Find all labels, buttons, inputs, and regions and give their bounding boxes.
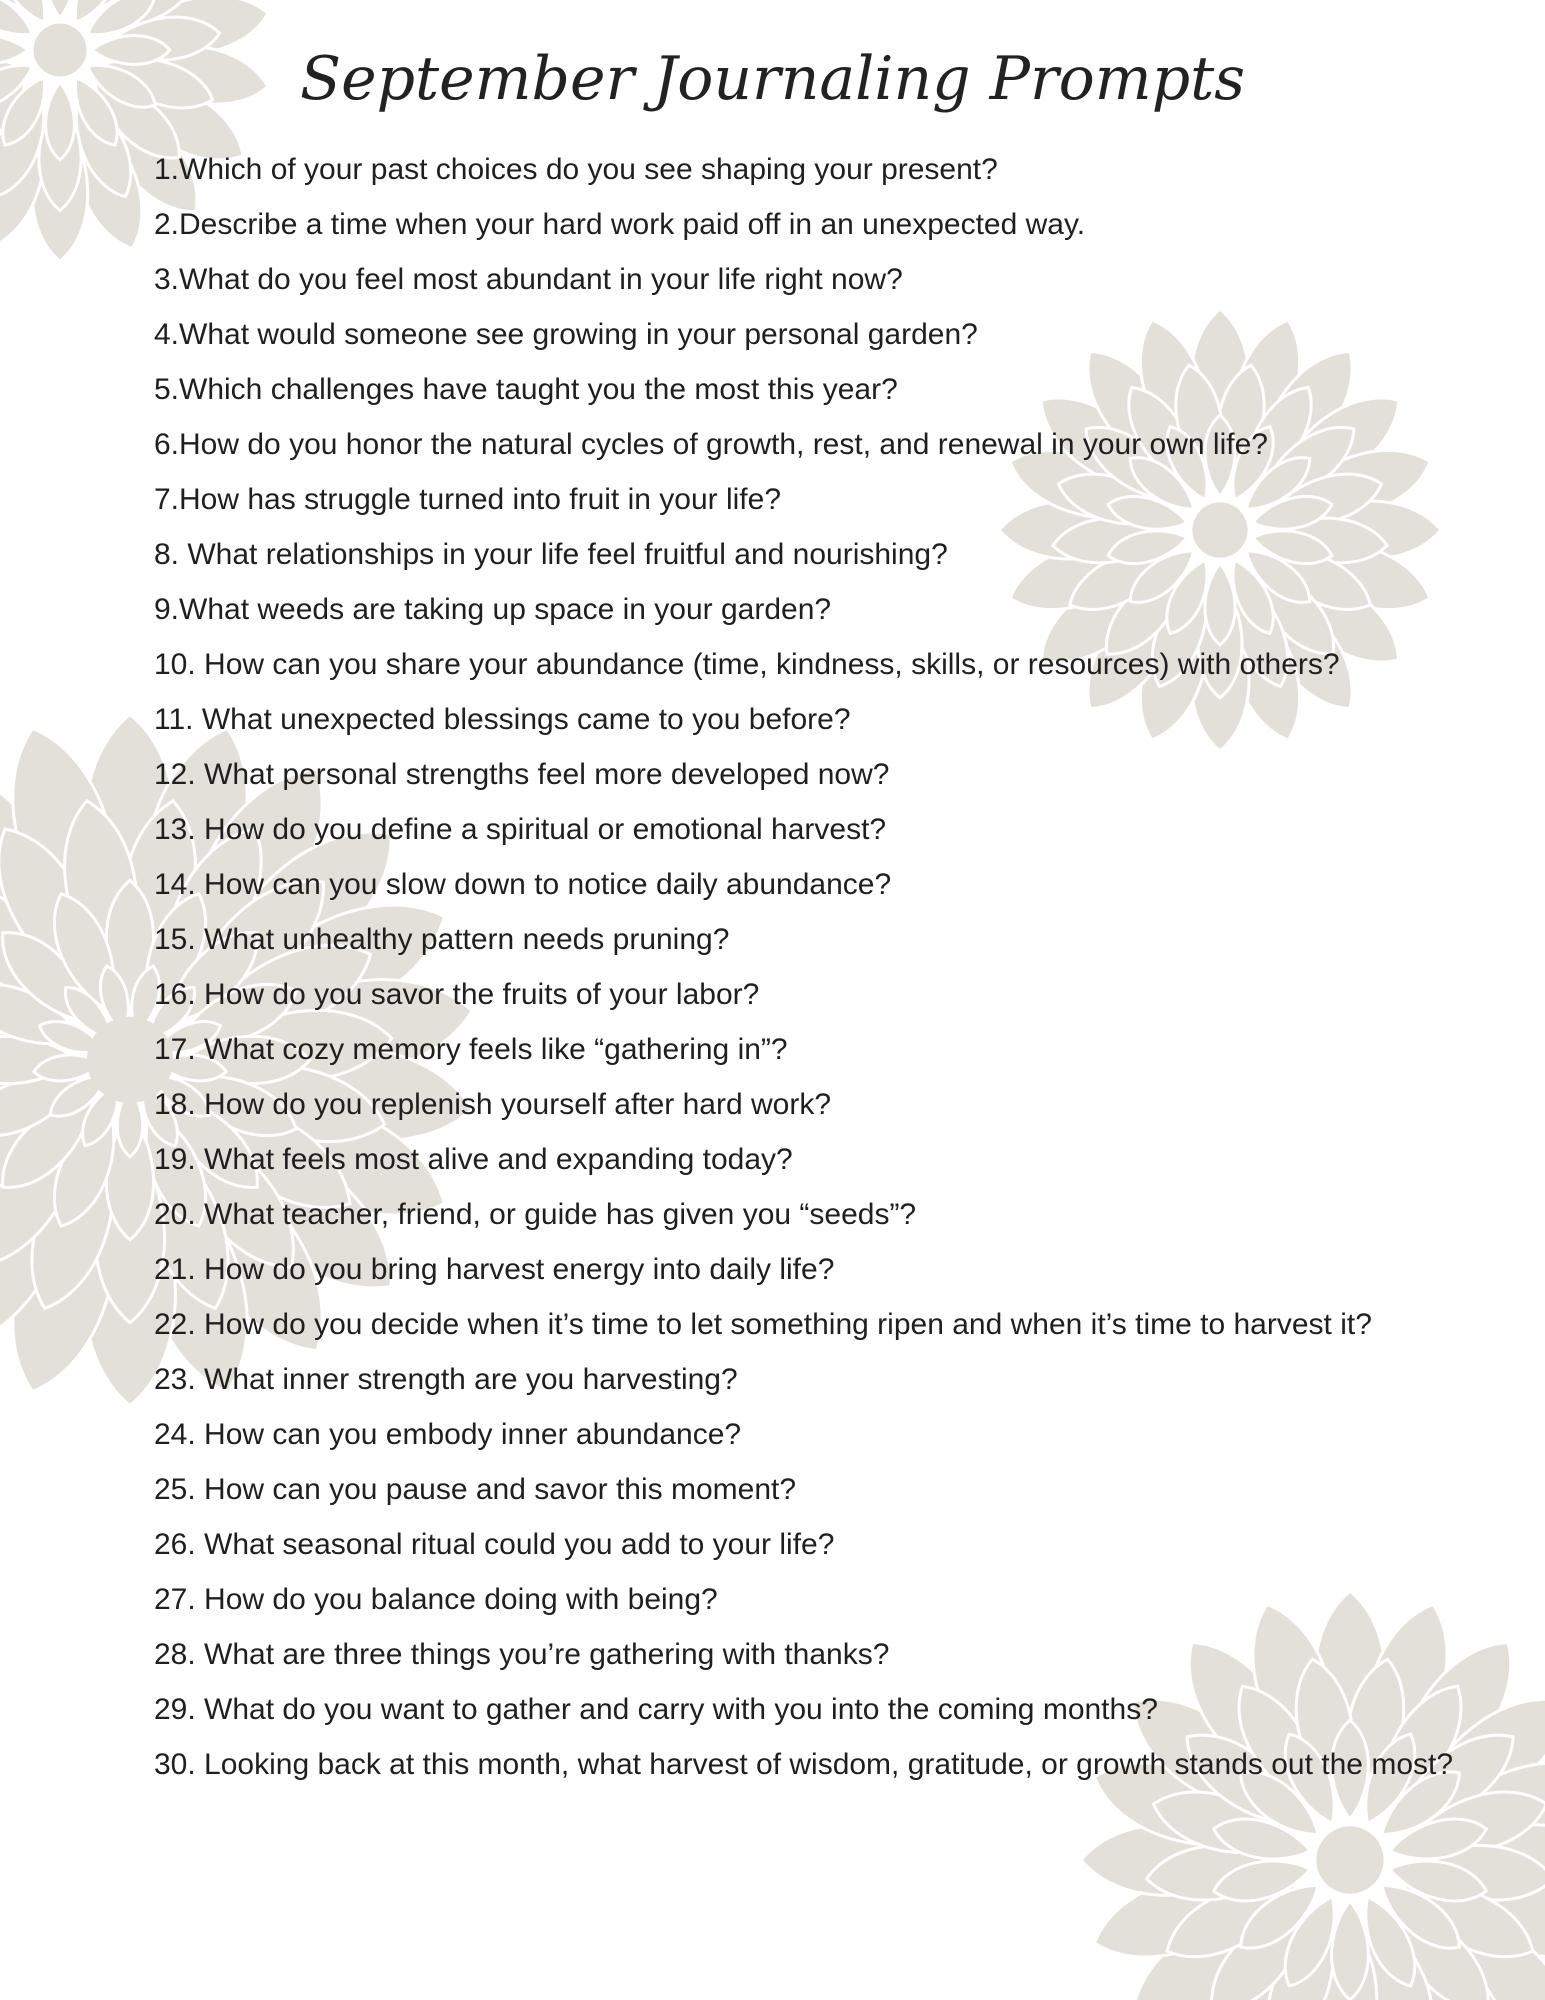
prompt-item: 10. How can you share your abundance (time, kindness, skills, or resources) with others?	[154, 648, 1340, 681]
prompt-item: 25. How can you pause and savor this moment?	[154, 1473, 797, 1506]
prompt-item: 24. How can you embody inner abundance?	[154, 1418, 742, 1451]
prompt-item: 11. What unexpected blessings came to you before?	[154, 703, 851, 736]
prompt-item: 22. How do you decide when it’s time to let something ripen and when it’s time to harvest it?	[154, 1308, 1372, 1341]
prompt-item: 9.What weeds are taking up space in your garden?	[154, 593, 832, 626]
prompt-item: 23. What inner strength are you harvesting?	[154, 1363, 738, 1396]
prompt-item: 13. How do you define a spiritual or emotional harvest?	[154, 813, 887, 846]
prompt-item: 8. What relationships in your life feel fruitful and nourishing?	[154, 538, 948, 571]
prompt-item: 27. How do you balance doing with being?	[154, 1583, 718, 1616]
petal-shape	[1332, 1901, 1369, 2000]
petal-shape	[46, 0, 75, 18]
prompt-item: 17. What cozy memory feels like “gathering in”?	[154, 1033, 788, 1066]
prompt-item: 18. How do you replenish yourself after hard work?	[154, 1088, 832, 1121]
prompt-item: 26. What seasonal ritual could you add to your life?	[154, 1528, 835, 1561]
page-title: September Journaling Prompts	[300, 44, 1245, 114]
prompt-item: 7.How has struggle turned into fruit in your life?	[154, 483, 781, 516]
prompt-item: 16. How do you savor the fruits of your labor?	[154, 978, 760, 1011]
flower-center	[1316, 1826, 1383, 1893]
prompt-item: 21. How do you bring harvest energy into daily life?	[154, 1253, 835, 1286]
prompt-item: 29. What do you want to gather and carry with you into the coming months?	[154, 1693, 1158, 1726]
prompt-item: 14. How can you slow down to notice daily abundance?	[154, 868, 892, 901]
prompt-item: 5.Which challenges have taught you the most this year?	[154, 373, 898, 406]
prompt-item: 15. What unhealthy pattern needs pruning?	[154, 923, 730, 956]
prompt-item: 19. What feels most alive and expanding today?	[154, 1143, 793, 1176]
prompt-item: 28. What are three things you’re gathering with thanks?	[154, 1638, 890, 1671]
prompt-item: 30. Looking back at this month, what harvest of wisdom, gratitude, or growth stands out the most?	[154, 1748, 1454, 1781]
prompt-item: 3.What do you feel most abundant in your life right now?	[154, 263, 903, 296]
prompt-item: 4.What would someone see growing in your personal garden?	[154, 318, 978, 351]
prompt-item: 20. What teacher, friend, or guide has given you “seeds”?	[154, 1198, 917, 1231]
prompt-item: 1.Which of your past choices do you see shaping your present?	[154, 153, 998, 186]
prompt-item: 2.Describe a time when your hard work paid off in an unexpected way.	[154, 208, 1086, 241]
prompt-item: 12. What personal strengths feel more developed now?	[154, 758, 890, 791]
prompt-item: 6.How do you honor the natural cycles of growth, rest, and renewal in your own life?	[154, 428, 1268, 461]
prompt-list	[154, 142, 1524, 1792]
